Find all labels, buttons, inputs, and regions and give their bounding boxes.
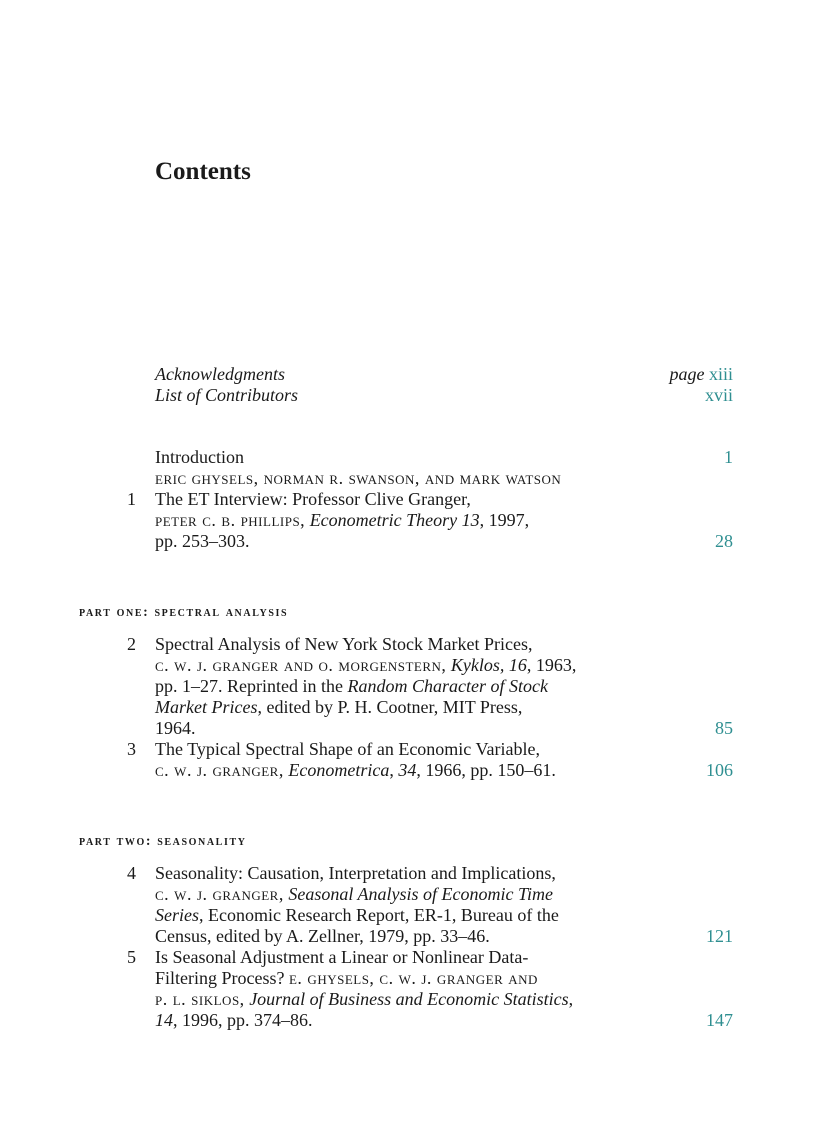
journal: Seasonal Analysis of Economic Time xyxy=(288,884,553,904)
part-label: part one: xyxy=(79,605,150,620)
toc-page-chapter-5[interactable]: 147 xyxy=(706,1010,733,1030)
authors: e. ghysels, c. w. j. granger and xyxy=(288,968,538,988)
journal-cont: Series xyxy=(155,905,199,925)
citation-rest: , 1966, pp. 150–61. xyxy=(416,760,556,780)
separator: , xyxy=(389,760,399,780)
chapter-2-citation xyxy=(155,655,576,676)
journal: Kyklos, 16 xyxy=(450,655,527,675)
editor-text: , edited by P. H. Cootner, MIT Press, xyxy=(257,697,523,717)
book-title-cont: Market Prices xyxy=(155,697,258,717)
reprint-text: pp. 1–27. Reprinted in the xyxy=(155,676,348,696)
toc-page-chapter-2[interactable]: 85 xyxy=(715,718,733,738)
authors: peter c. b. phillips, xyxy=(155,510,306,530)
page-label: page xyxy=(669,364,705,384)
page-title: Contents xyxy=(155,158,251,185)
citation-rest: , Economic Research Report, ER-1, Bureau of the xyxy=(199,905,559,925)
journal: Econometrica xyxy=(288,760,390,780)
chapter-2-reprint xyxy=(155,676,548,697)
part-title: spectral analysis xyxy=(154,605,289,620)
toc-page-acknowledgments[interactable] xyxy=(669,364,733,385)
separator: , xyxy=(568,989,574,1009)
book-title: Random Character of Stock xyxy=(347,676,548,696)
chapter-number: 1 xyxy=(127,489,136,509)
volume: 34 xyxy=(398,760,417,780)
journal: Journal of Business and Economic Statistics xyxy=(249,989,569,1009)
chapter-2-year: 1964. xyxy=(155,718,196,738)
chapter-3-citation xyxy=(155,760,556,781)
chapter-4-citation-cont xyxy=(155,905,559,926)
chapter-number: 3 xyxy=(127,739,136,759)
toc-entry-chapter-4[interactable]: Seasonality: Causation, Interpretation and Implications, xyxy=(155,863,556,883)
part-label: part two: xyxy=(79,834,153,849)
volume: 14 xyxy=(155,1010,173,1030)
authors: c. w. j. granger and o. morgenstern, xyxy=(155,655,447,675)
toc-page-introduction[interactable]: 1 xyxy=(724,447,733,467)
toc-entry-chapter-5[interactable]: Is Seasonal Adjustment a Linear or Nonlinear Data- xyxy=(155,947,529,967)
chapter-4-citation xyxy=(155,884,553,905)
chapter-5-title-cont xyxy=(155,968,538,989)
authors: c. w. j. granger, xyxy=(155,760,284,780)
chapter-1-citation xyxy=(155,510,529,531)
chapter-number: 4 xyxy=(127,863,136,883)
toc-entry-contributors[interactable]: List of Contributors xyxy=(155,385,299,405)
chapter-5-pages xyxy=(155,1010,313,1031)
citation-rest: , 1996, pp. 374–86. xyxy=(173,1010,313,1030)
intro-authors: eric ghysels, norman r. swanson, and mark watson xyxy=(155,468,562,488)
part-heading-two xyxy=(79,834,247,850)
toc-page-chapter-1[interactable]: 28 xyxy=(715,531,733,551)
journal: Econometric Theory 13 xyxy=(309,510,480,530)
citation-rest: , 1997, xyxy=(479,510,530,530)
chapter-2-reprint-cont xyxy=(155,697,522,718)
toc-entry-chapter-3[interactable]: The Typical Spectral Shape of an Economic Variable, xyxy=(155,739,540,759)
chapter-4-editor: Census, edited by A. Zellner, 1979, pp. 33–46. xyxy=(155,926,490,946)
citation-rest: , 1963, xyxy=(526,655,577,675)
part-heading-one xyxy=(79,605,288,621)
toc-entry-introduction[interactable]: Introduction xyxy=(155,447,244,467)
authors: c. w. j. granger, xyxy=(155,884,284,904)
title-cont: Filtering Process? xyxy=(155,968,285,988)
toc-entry-acknowledgments[interactable]: Acknowledgments xyxy=(155,364,285,384)
toc-page-chapter-3[interactable]: 106 xyxy=(706,760,733,780)
chapter-1-pages: pp. 253–303. xyxy=(155,531,250,551)
authors-cont: p. l. siklos, xyxy=(155,989,245,1009)
part-title: seasonality xyxy=(157,834,247,849)
chapter-number: 5 xyxy=(127,947,136,967)
toc-entry-chapter-1[interactable]: The ET Interview: Professor Clive Granger, xyxy=(155,489,471,509)
toc-entry-chapter-2[interactable]: Spectral Analysis of New York Stock Market Prices, xyxy=(155,634,533,654)
page-number: xiii xyxy=(708,364,733,384)
chapter-number: 2 xyxy=(127,634,136,654)
toc-page-chapter-4[interactable]: 121 xyxy=(706,926,733,946)
toc-page-contributors[interactable]: xvii xyxy=(704,385,733,405)
chapter-5-citation xyxy=(155,989,573,1010)
